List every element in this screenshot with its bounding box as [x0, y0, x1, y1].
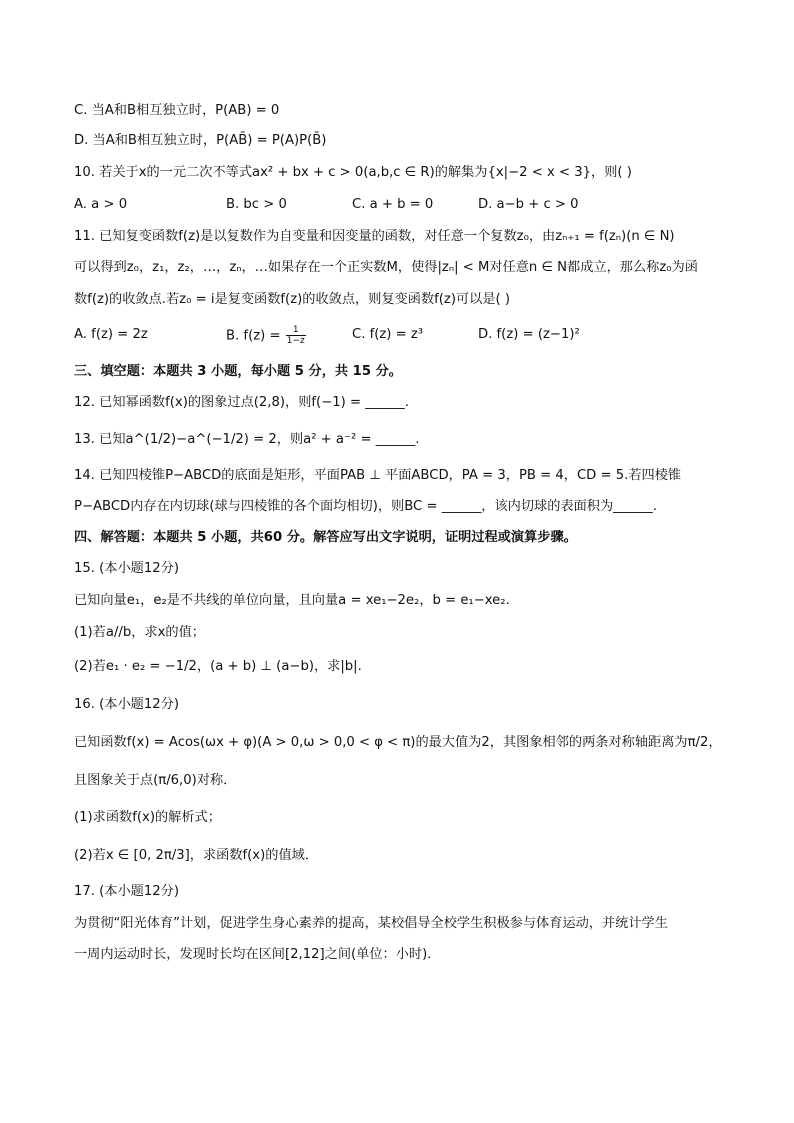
q14-stem-line2: P−ABCD内存在内切球(球与四棱锥的各个面均相切)，则BC = ______，该内切球的表面积为______.	[74, 499, 657, 514]
q9-option-d: D. 当A和B相互独立时，P(AB̄) = P(A)P(B̄)	[74, 133, 327, 148]
q10-option-c: C. a + b = 0	[352, 197, 434, 212]
q11-stem-line3: 数f(z)的收敛点.若z₀ = i是复变函数f(z)的收敛点，则复变函数f(z)可以是( )	[74, 292, 511, 307]
q16-line3: (1)求函数f(x)的解析式；	[74, 810, 221, 825]
q12-stem: 12. 已知幂函数f(x)的图象过点(2,8)，则f(−1) = ______.	[74, 395, 409, 410]
q11-option-b-numerator: 1	[286, 325, 306, 336]
section-3-heading: 三、填空题：本题共 3 小题，每小题 5 分，共 15 分。	[74, 364, 402, 379]
q11-option-b	[226, 325, 307, 347]
q10-option-d: D. a−b + c > 0	[478, 197, 579, 212]
q11-option-c: C. f(z) = z³	[352, 327, 424, 342]
q16-heading: 16. (本小题12分)	[74, 697, 179, 712]
q10-stem: 10. 若关于x的一元二次不等式ax² + bx + c > 0(a,b,c ∈ R)的解集为{x|−2 < x < 3}，则( )	[74, 165, 632, 180]
q10-option-a: A. a > 0	[74, 197, 128, 212]
q16-line1: 已知函数f(x) = Acos(ωx + φ)(A > 0,ω > 0,0 < φ < π)的最大值为2，其图象相邻的两条对称轴距离为π/2，	[74, 735, 722, 750]
q15-line2: (1)若a//b，求x的值；	[74, 625, 205, 640]
q15-heading: 15. (本小题12分)	[74, 561, 179, 576]
q16-line2: 且图象关于点(π/6,0)对称．	[74, 773, 237, 788]
q14-stem-line1: 14. 已知四棱锥P−ABCD的底面是矩形，平面PAB ⊥ 平面ABCD，PA = 3，PB = 4，CD = 5.若四棱锥	[74, 468, 682, 483]
q17-line1: 为贯彻“阳光体育”计划，促进学生身心素养的提高，某校倡导全校学生积极参与体育运动，并统计学生	[74, 916, 668, 931]
q11-option-a: A. f(z) = 2z	[74, 327, 148, 342]
section-4-heading: 四、解答题：本题共 5 小题，共60 分。解答应写出文字说明，证明过程或演算步骤。	[74, 530, 577, 545]
q11-stem-line1: 11. 已知复变函数f(z)是以复数作为自变量和因变量的函数，对任意一个复数z₀，由zₙ₊₁ = f(zₙ)(n ∈ N)	[74, 229, 675, 244]
q15-line1: 已知向量e₁，e₂是不共线的单位向量，且向量a = xe₁−2e₂，b = e₁−xe₂.	[74, 593, 510, 608]
q15-line3: (2)若e₁ · e₂ = −1/2，(a + b) ⊥ (a−b)，求|b|.	[74, 659, 362, 674]
q11-option-b-label: B. f(z) =	[226, 328, 285, 344]
q17-line2: 一周内运动时长，发现时长均在区间[2,12]之间(单位：小时)．	[74, 947, 441, 962]
q11-option-b-denominator: 1−z	[286, 336, 305, 346]
q11-stem-line2: 可以得到z₀，z₁，z₂，…，zₙ，…如果存在一个正实数M，使得|zₙ| < M对任意n ∈ N都成立，那么称z₀为函	[74, 260, 698, 275]
q10-option-b: B. bc > 0	[226, 197, 287, 212]
q11-option-d: D. f(z) = (z−1)²	[478, 327, 580, 342]
q17-heading: 17. (本小题12分)	[74, 884, 179, 899]
q16-line4: (2)若x ∈ [0, 2π/3]，求函数f(x)的值域．	[74, 848, 319, 863]
q11-option-b-fraction	[286, 325, 306, 346]
q9-option-c: C. 当A和B相互独立时，P(AB) = 0	[74, 103, 280, 118]
q13-stem: 13. 已知a^(1/2)−a^(−1/2) = 2，则a² + a⁻² = ______.	[74, 432, 420, 447]
